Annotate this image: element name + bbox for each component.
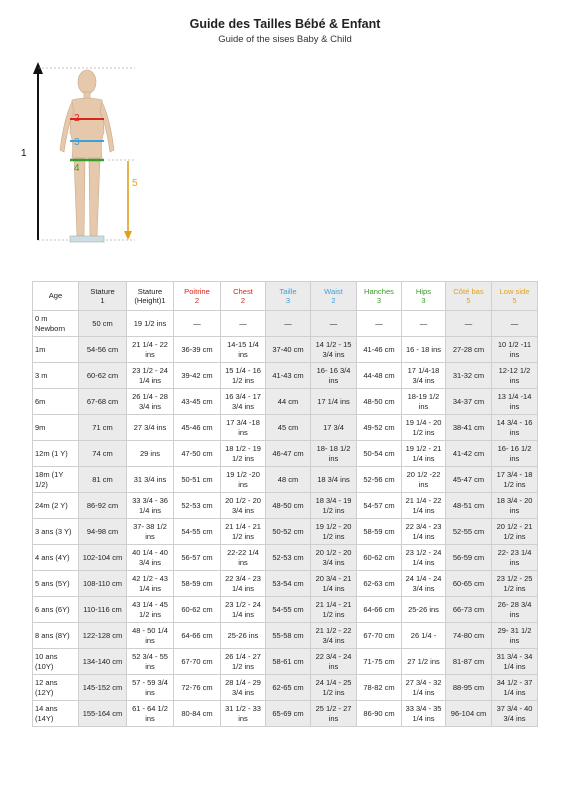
table-cell: 12-12 1/2 ins: [492, 363, 538, 389]
table-cell: 55-58 cm: [266, 623, 311, 649]
table-cell: 41-46 cm: [357, 337, 402, 363]
table-cell: 49-52 cm: [357, 415, 402, 441]
column-header: [174, 282, 221, 311]
table-cell: 13 1/4 -14 ins: [492, 389, 538, 415]
age-cell: 6m: [33, 389, 79, 415]
table-cell: 78-82 cm: [357, 675, 402, 701]
table-cell: 17 3/4 - 18 1/2 ins: [492, 467, 538, 493]
table-cell: 25 1/2 - 27 ins: [311, 701, 357, 727]
table-cell: 16- 16 1/2 ins: [492, 441, 538, 467]
column-header-index: 5: [466, 296, 471, 305]
table-cell: 22 3/4 - 23 1/4 ins: [402, 519, 446, 545]
table-cell: 40 1/4 - 40 3/4 ins: [127, 545, 174, 571]
table-cell: 25-26 ins: [221, 623, 266, 649]
table-cell: 37 3/4 - 40 3/4 ins: [492, 701, 538, 727]
table-cell: 58-61 cm: [266, 649, 311, 675]
table-cell: 46-47 cm: [266, 441, 311, 467]
table-cell: 21 1/4 - 22 1/4 ins: [402, 493, 446, 519]
table-cell: 58-59 cm: [174, 571, 221, 597]
table-row: [33, 311, 538, 337]
table-cell: 45-46 cm: [174, 415, 221, 441]
table-cell: 18 1/2 - 19 1/2 ins: [221, 441, 266, 467]
table-row: [33, 337, 538, 363]
table-cell: 14 1/2 - 15 3/4 ins: [311, 337, 357, 363]
table-cell: 74-80 cm: [446, 623, 492, 649]
table-cell: 23 1/2 - 25 1/2 ins: [492, 571, 538, 597]
table-cell: 41-43 cm: [266, 363, 311, 389]
table-row: [33, 675, 538, 701]
column-header-index: 5: [512, 296, 517, 305]
table-cell: 43 1/4 - 45 1/2 ins: [127, 597, 174, 623]
table-cell: 72-76 cm: [174, 675, 221, 701]
table-cell: 61 - 64 1/2 ins: [127, 701, 174, 727]
table-cell: 21 1/4 - 22 ins: [127, 337, 174, 363]
age-cell: 12 ans (12Y): [33, 675, 79, 701]
table-cell: 27-28 cm: [446, 337, 492, 363]
table-cell: —: [357, 311, 402, 337]
table-cell: 48 - 50 1/4 ins: [127, 623, 174, 649]
table-cell: 64-66 cm: [357, 597, 402, 623]
table-row: [33, 467, 538, 493]
table-cell: 48-50 cm: [357, 389, 402, 415]
page-subtitle: Guide of the sises Baby & Child: [218, 34, 352, 45]
table-cell: 14 3/4 - 16 ins: [492, 415, 538, 441]
table-cell: 57 - 59 3/4 ins: [127, 675, 174, 701]
table-cell: 86-92 cm: [79, 493, 127, 519]
table-cell: 65-69 cm: [266, 701, 311, 727]
table-cell: 22 3/4 - 24 ins: [311, 649, 357, 675]
table-cell: 43-45 cm: [174, 389, 221, 415]
table-cell: 48-50 cm: [266, 493, 311, 519]
table-cell: 54-57 cm: [357, 493, 402, 519]
table-cell: 19 1/2 - 20 1/2 ins: [311, 519, 357, 545]
table-cell: 25-26 ins: [402, 597, 446, 623]
table-cell: 14-15 1/4 ins: [221, 337, 266, 363]
table-cell: 18-19 1/2 ins: [402, 389, 446, 415]
table-cell: 37-40 cm: [266, 337, 311, 363]
label-1: 1: [21, 148, 27, 159]
table-cell: 24 1/4 - 25 1/2 ins: [311, 675, 357, 701]
table-cell: 29- 31 1/2 ins: [492, 623, 538, 649]
table-cell: 67-70 cm: [174, 649, 221, 675]
table-cell: —: [221, 311, 266, 337]
table-cell: 42 1/2 - 43 1/4 ins: [127, 571, 174, 597]
table-cell: 20 1/2 - 20 3/4 ins: [311, 545, 357, 571]
table-cell: 67-68 cm: [79, 389, 127, 415]
age-cell: 5 ans (5Y): [33, 571, 79, 597]
table-cell: 17 3/4: [311, 415, 357, 441]
column-header-label: Age: [48, 291, 63, 301]
table-cell: 52-56 cm: [357, 467, 402, 493]
table-cell: 19 1/2 -20 ins: [221, 467, 266, 493]
table-cell: 94-98 cm: [79, 519, 127, 545]
table-cell: 54-55 cm: [266, 597, 311, 623]
table-cell: —: [174, 311, 221, 337]
table-cell: 41-42 cm: [446, 441, 492, 467]
table-cell: 21 1/2 - 22 3/4 ins: [311, 623, 357, 649]
column-header: [311, 282, 357, 311]
label-3: 3: [74, 137, 80, 148]
table-cell: 52 3/4 - 55 ins: [127, 649, 174, 675]
table-cell: 145-152 cm: [79, 675, 127, 701]
table-cell: 22- 23 1/4 ins: [492, 545, 538, 571]
table-cell: 80-84 cm: [174, 701, 221, 727]
table-cell: 50-51 cm: [174, 467, 221, 493]
age-cell: 8 ans (8Y): [33, 623, 79, 649]
age-cell: 10 ans (10Y): [33, 649, 79, 675]
table-cell: —: [446, 311, 492, 337]
table-cell: 60-62 cm: [79, 363, 127, 389]
table-row: [33, 415, 538, 441]
table-row: [33, 363, 538, 389]
label-5: 5: [132, 178, 138, 189]
table-cell: 38-41 cm: [446, 415, 492, 441]
table-cell: 26 1/4 -: [402, 623, 446, 649]
table-cell: 10 1/2 -11 ins: [492, 337, 538, 363]
table-cell: 16- 16 3/4 ins: [311, 363, 357, 389]
label-4: 4: [74, 163, 80, 174]
table-cell: 88-95 cm: [446, 675, 492, 701]
column-header-label: Waist: [324, 286, 343, 296]
table-cell: 20 1/2 - 21 1/2 ins: [492, 519, 538, 545]
column-header-label: Chest: [233, 286, 253, 296]
column-header: [127, 282, 174, 311]
table-cell: 20 1/2 - 20 3/4 ins: [221, 493, 266, 519]
table-cell: 108-110 cm: [79, 571, 127, 597]
table-cell: 62-63 cm: [357, 571, 402, 597]
table-cell: 17 1/4 ins: [311, 389, 357, 415]
table-row: [33, 623, 538, 649]
table-cell: 44 cm: [266, 389, 311, 415]
table-cell: 60-65 cm: [446, 571, 492, 597]
table-cell: 67-70 cm: [357, 623, 402, 649]
table-cell: 54-55 cm: [174, 519, 221, 545]
column-header-index: 3: [421, 296, 426, 305]
table-cell: 60-62 cm: [357, 545, 402, 571]
table-row: [33, 571, 538, 597]
table-cell: 54-56 cm: [79, 337, 127, 363]
table-cell: 66-73 cm: [446, 597, 492, 623]
age-cell: 4 ans (4Y): [33, 545, 79, 571]
column-header-label: Côté bas: [453, 286, 484, 296]
column-header-label: Hanches: [364, 286, 394, 296]
mannequin-stand: [70, 236, 104, 242]
table-cell: 26 1/4 - 28 3/4 ins: [127, 389, 174, 415]
table-cell: 52-53 cm: [266, 545, 311, 571]
table-cell: 31 3/4 ins: [127, 467, 174, 493]
table-cell: 155-164 cm: [79, 701, 127, 727]
table-cell: 17 3/4 -18 ins: [221, 415, 266, 441]
column-header-index: 3: [285, 296, 291, 305]
table-cell: 122-128 cm: [79, 623, 127, 649]
table-cell: 17 1/4-18 3/4 ins: [402, 363, 446, 389]
column-header: [79, 282, 127, 311]
table-cell: 39-42 cm: [174, 363, 221, 389]
table-cell: 18 3/4 - 19 1/2 ins: [311, 493, 357, 519]
column-header-index: 2: [331, 296, 336, 305]
table-cell: 134-140 cm: [79, 649, 127, 675]
table-cell: 37- 38 1/2 ins: [127, 519, 174, 545]
table-cell: 22-22 1/4 ins: [221, 545, 266, 571]
column-header-label: Hips: [415, 286, 432, 296]
table-cell: 19 1/4 - 20 1/2 ins: [402, 415, 446, 441]
table-cell: 20 1/2 -22 ins: [402, 467, 446, 493]
table-row: [33, 597, 538, 623]
table-cell: 19 1/2 ins: [127, 311, 174, 337]
table-cell: 21 1/4 - 21 1/2 ins: [311, 597, 357, 623]
age-cell: 14 ans (14Y): [33, 701, 79, 727]
table-cell: 60-62 cm: [174, 597, 221, 623]
column-header-label: Poitrine: [184, 286, 210, 296]
table-cell: 50-54 cm: [357, 441, 402, 467]
column-header-index: 2: [240, 296, 246, 305]
column-header-index: 2: [194, 296, 200, 305]
mannequin-figure: [0, 0, 200, 260]
table-cell: 31-32 cm: [446, 363, 492, 389]
column-header: [357, 282, 402, 311]
age-cell: 24m (2 Y): [33, 493, 79, 519]
age-cell: 0 m Newborn: [33, 311, 79, 337]
age-cell: 1m: [33, 337, 79, 363]
table-cell: —: [266, 311, 311, 337]
table-cell: 23 1/2 - 24 1/4 ins: [402, 545, 446, 571]
table-cell: —: [311, 311, 357, 337]
table-cell: —: [492, 311, 538, 337]
column-header: [492, 282, 538, 311]
size-table: [32, 281, 538, 727]
age-cell: 18m (1Y 1/2): [33, 467, 79, 493]
table-cell: 62-65 cm: [266, 675, 311, 701]
table-cell: 48-51 cm: [446, 493, 492, 519]
column-header-label: Stature: [137, 286, 163, 296]
column-header-index: 1: [100, 296, 105, 305]
table-cell: 48 cm: [266, 467, 311, 493]
table-cell: 21 1/4 - 21 1/2 ins: [221, 519, 266, 545]
table-cell: 19 1/2 - 21 1/4 ins: [402, 441, 446, 467]
table-cell: 53-54 cm: [266, 571, 311, 597]
table-cell: 22 3/4 - 23 1/4 ins: [221, 571, 266, 597]
table-cell: 33 3/4 - 35 1/4 ins: [402, 701, 446, 727]
table-cell: 50 cm: [79, 311, 127, 337]
table-cell: 18 3/4 ins: [311, 467, 357, 493]
table-cell: 33 3/4 - 36 1/4 ins: [127, 493, 174, 519]
table-cell: 110-116 cm: [79, 597, 127, 623]
table-row: [33, 519, 538, 545]
table-cell: 24 1/4 - 24 3/4 ins: [402, 571, 446, 597]
table-cell: 36-39 cm: [174, 337, 221, 363]
table-row: [33, 389, 538, 415]
table-cell: 56-57 cm: [174, 545, 221, 571]
table-row: [33, 493, 538, 519]
table-cell: 71 cm: [79, 415, 127, 441]
table-cell: 27 3/4 - 32 1/4 ins: [402, 675, 446, 701]
column-header-index: (Height)1: [134, 296, 166, 305]
column-header-label: Low side: [499, 286, 530, 296]
column-header: [266, 282, 311, 311]
age-cell: 3 m: [33, 363, 79, 389]
table-cell: 16 3/4 - 17 3/4 ins: [221, 389, 266, 415]
table-row: [33, 701, 538, 727]
table-cell: 45 cm: [266, 415, 311, 441]
table-cell: 31 1/2 - 33 ins: [221, 701, 266, 727]
table-cell: 47-50 cm: [174, 441, 221, 467]
table-cell: 44-48 cm: [357, 363, 402, 389]
table-cell: 29 ins: [127, 441, 174, 467]
table-cell: 31 3/4 - 34 1/4 ins: [492, 649, 538, 675]
table-cell: 23 1/2 - 24 1/4 ins: [127, 363, 174, 389]
table-cell: 27 1/2 ins: [402, 649, 446, 675]
table-cell: 34 1/2 - 37 1/4 ins: [492, 675, 538, 701]
table-row: [33, 649, 538, 675]
table-cell: 86-90 cm: [357, 701, 402, 727]
table-cell: 52-55 cm: [446, 519, 492, 545]
table-cell: 58-59 cm: [357, 519, 402, 545]
table-cell: 23 1/2 - 24 1/4 ins: [221, 597, 266, 623]
table-cell: 81-87 cm: [446, 649, 492, 675]
mannequin-body: [60, 70, 114, 236]
column-header-index: 3: [376, 296, 382, 305]
table-cell: 45-47 cm: [446, 467, 492, 493]
table-cell: 16 - 18 ins: [402, 337, 446, 363]
table-cell: 64-66 cm: [174, 623, 221, 649]
table-cell: 18- 18 1/2 ins: [311, 441, 357, 467]
column-header-label: Stature: [90, 286, 115, 296]
table-cell: 28 1/4 - 29 3/4 ins: [221, 675, 266, 701]
column-header-label: Taille: [279, 286, 297, 296]
table-cell: 71-75 cm: [357, 649, 402, 675]
table-cell: 26 1/4 - 27 1/2 ins: [221, 649, 266, 675]
table-cell: 34-37 cm: [446, 389, 492, 415]
age-cell: 6 ans (6Y): [33, 597, 79, 623]
table-cell: 52-53 cm: [174, 493, 221, 519]
label-2: 2: [74, 113, 80, 124]
page-title: Guide des Tailles Bébé & Enfant: [189, 17, 381, 31]
table-cell: 74 cm: [79, 441, 127, 467]
age-cell: 12m (1 Y): [33, 441, 79, 467]
table-cell: 20 3/4 - 21 1/4 ins: [311, 571, 357, 597]
column-header: [402, 282, 446, 311]
table-cell: 27 3/4 ins: [127, 415, 174, 441]
table-cell: 81 cm: [79, 467, 127, 493]
column-header: [33, 282, 79, 311]
table-body: [33, 311, 538, 727]
table-cell: —: [402, 311, 446, 337]
table-cell: 26- 28 3/4 ins: [492, 597, 538, 623]
table-cell: 18 3/4 - 20 ins: [492, 493, 538, 519]
table-row: [33, 545, 538, 571]
table-cell: 50-52 cm: [266, 519, 311, 545]
table-cell: 96-104 cm: [446, 701, 492, 727]
column-header: [446, 282, 492, 311]
column-header: [221, 282, 266, 311]
table-cell: 56-59 cm: [446, 545, 492, 571]
age-cell: 3 ans (3 Y): [33, 519, 79, 545]
table-row: [33, 441, 538, 467]
table-cell: 102-104 cm: [79, 545, 127, 571]
age-cell: 9m: [33, 415, 79, 441]
table-header-row: [33, 282, 538, 311]
table-cell: 15 1/4 - 16 1/2 ins: [221, 363, 266, 389]
